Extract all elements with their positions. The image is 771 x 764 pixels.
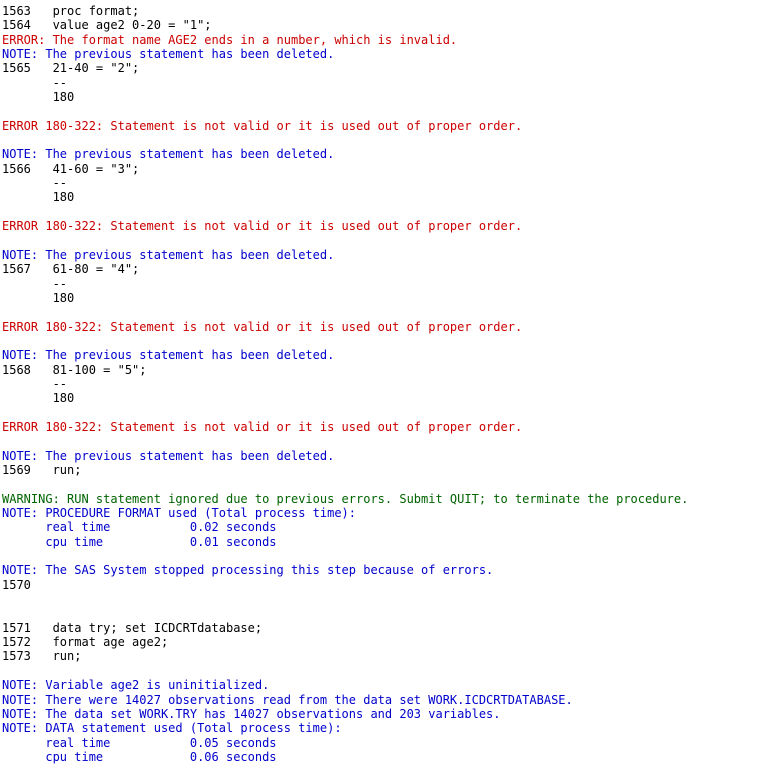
- log-blank-line: [2, 334, 771, 348]
- log-line-note: cpu time 0.01 seconds: [2, 534, 277, 549]
- log-line-statement: 180: [2, 290, 75, 305]
- log-line-note: NOTE: The previous statement has been deleted.: [2, 348, 335, 363]
- log-line-note: NOTE: The previous statement has been deleted.: [2, 448, 335, 463]
- log-blank-line: [2, 549, 771, 563]
- log-blank-line: [2, 477, 771, 491]
- log-blank-line: [2, 305, 771, 319]
- log-blank-line: [2, 234, 771, 248]
- log-line-note: NOTE: The data set WORK.TRY has 14027 observations and 203 variables.: [2, 706, 501, 721]
- log-blank-line: [2, 606, 771, 620]
- log-line-note: NOTE: DATA statement used (Total process time):: [2, 721, 342, 736]
- log-blank-line: [2, 205, 771, 219]
- log-line-note: NOTE: Variable age2 is uninitialized.: [2, 678, 270, 693]
- log-blank-line: [2, 104, 771, 118]
- log-line-note: NOTE: The previous statement has been deleted.: [2, 247, 335, 262]
- log-line-statement: 1569 run;: [2, 463, 82, 477]
- log-line-statement: 1571 data try; set ICDCRTdatabase;: [2, 620, 263, 635]
- log-line-error: ERROR: The format name AGE2 ends in a number, which is invalid.: [2, 32, 458, 47]
- log-blank-line: [2, 664, 771, 678]
- log-line-statement: 1568 81-100 = "5";: [2, 362, 147, 377]
- log-line-note: NOTE: PROCEDURE FORMAT used (Total process time):: [2, 506, 357, 521]
- log-blank-line: [2, 133, 771, 147]
- log-line-note: NOTE: The previous statement has been deleted.: [2, 147, 335, 162]
- log-line-statement: --: [2, 75, 68, 90]
- log-line-statement: 180: [2, 90, 75, 105]
- log-line-statement: 1570: [2, 577, 31, 592]
- log-line-error: ERROR 180-322: Statement is not valid or it is used out of proper order.: [2, 219, 523, 234]
- log-line-note: NOTE: The previous statement has been deleted.: [2, 47, 335, 62]
- log-blank-line: [2, 434, 771, 448]
- log-line-note: real time 0.05 seconds: [2, 735, 277, 750]
- log-line-error: ERROR 180-322: Statement is not valid or it is used out of proper order.: [2, 419, 523, 434]
- log-line-statement: 180: [2, 391, 75, 406]
- log-line-warning: WARNING: RUN statement ignored due to previous errors. Submit QUIT; to terminate the procedure.: [2, 491, 689, 506]
- log-line-statement: 1564 value age2 0-20 = "1";: [2, 18, 212, 33]
- log-line-statement: 1563 proc format;: [2, 4, 140, 18]
- log-line-statement: 1566 41-60 = "3";: [2, 161, 140, 176]
- log-line-error: ERROR 180-322: Statement is not valid or it is used out of proper order.: [2, 118, 523, 133]
- log-line-statement: 1573 run;: [2, 649, 82, 664]
- log-line-statement: 1565 21-40 = "2";: [2, 61, 140, 76]
- log-line-note: cpu time 0.06 seconds: [2, 749, 277, 764]
- log-blank-line: [2, 592, 771, 606]
- log-line-statement: 1567 61-80 = "4";: [2, 262, 140, 277]
- log-line-statement: --: [2, 276, 68, 291]
- log-line-statement: 180: [2, 190, 75, 205]
- log-line-statement: 1572 format age age2;: [2, 635, 169, 650]
- log-line-note: real time 0.02 seconds: [2, 520, 277, 535]
- log-line-note: NOTE: The SAS System stopped processing this step because of errors.: [2, 563, 494, 578]
- log-line-statement: --: [2, 376, 68, 391]
- log-line-note: NOTE: There were 14027 observations read from the data set WORK.ICDCRTDATABASE.: [2, 692, 573, 707]
- log-blank-line: [2, 406, 771, 420]
- log-line-error: ERROR 180-322: Statement is not valid or it is used out of proper order.: [2, 319, 523, 334]
- log-line-statement: --: [2, 176, 68, 191]
